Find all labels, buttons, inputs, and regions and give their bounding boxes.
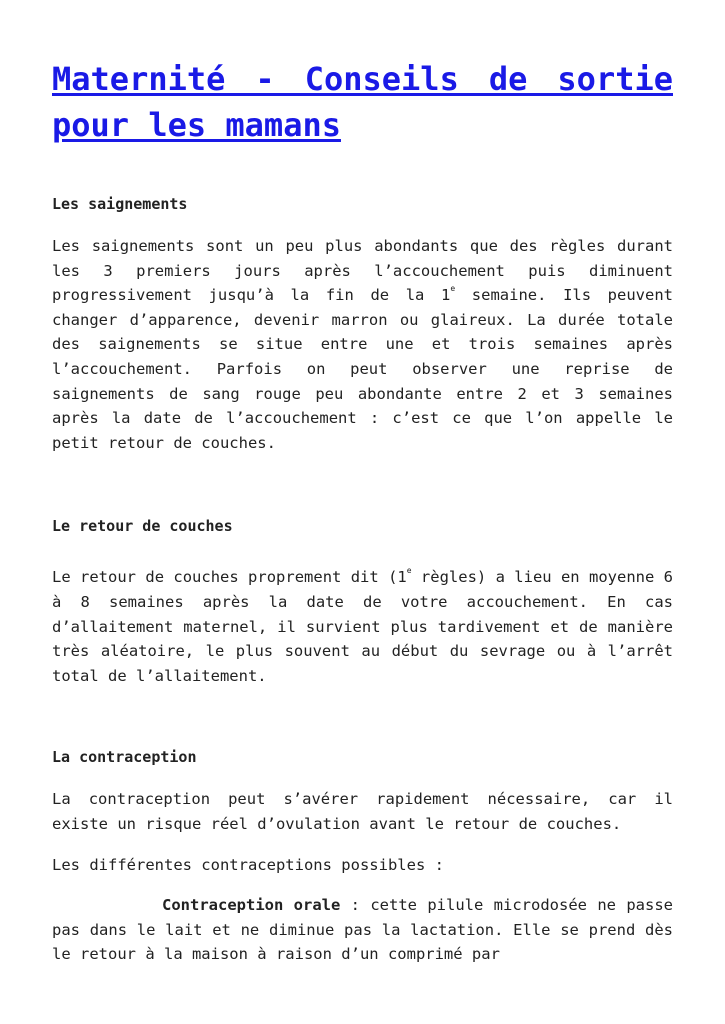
title-link[interactable]: Maternité - Conseils de sortie pour les mamans	[52, 60, 673, 144]
section-paragraph-retour-de-couches	[52, 565, 673, 688]
section-heading-saignements: Les saignements	[52, 195, 188, 213]
section-heading-contraception: La contraception	[52, 748, 197, 767]
list-item-bold-label: Contraception orale	[162, 896, 341, 915]
section-paragraph-possibilities: Les différentes contraceptions possibles :	[52, 855, 444, 874]
paragraph-text: Le retour de couches proprement dit (1	[52, 568, 407, 587]
section-paragraph-saignements	[52, 234, 673, 455]
page-title	[52, 56, 673, 148]
paragraph-text: règles) a lieu en moyenne 6 à 8 semaines après la date de votre accouchement. En cas d’allaitement maternel, il survient plus tardivement et de manière très aléatoire, le plus souvent au début du sevrage ou à l’arrêt total de l’allaitement.	[52, 568, 674, 685]
paragraph-text: Les saignements sont un peu plus abondants que des règles durant les 3 premiers jours après l’accouchement puis diminuent progressivement jusqu’à la fin de la 1	[52, 237, 673, 305]
document-page	[52, 56, 673, 967]
section-heading-retour-de-couches: Le retour de couches	[52, 517, 233, 536]
section-paragraph-contraception: La contraception peut s’avérer rapidement nécessaire, car il existe un risque réel d’ovulation avant le retour de couches.	[52, 790, 673, 833]
superscript: e	[406, 566, 412, 576]
paragraph-text: semaine. Ils peuvent changer d’apparence, devenir marron ou glaireux. La durée totale des saignements se situe entre une et trois semaines après l’accouchement. Parfois on peut observer une reprise de saignements de sang rouge peu abondante entre 2 et 3 semaines après la date de l’accouchement : c’est ce que l’on appelle le petit retour de couches.	[52, 286, 674, 452]
superscript: e	[450, 284, 456, 294]
list-item-text: : cette pilule microdosée ne passe pas dans le lait et ne diminue pas la lactation. Elle se prend dès le retour à la maison à raison d’un comprimé par	[52, 896, 673, 964]
list-item-contraception-orale	[52, 893, 673, 967]
